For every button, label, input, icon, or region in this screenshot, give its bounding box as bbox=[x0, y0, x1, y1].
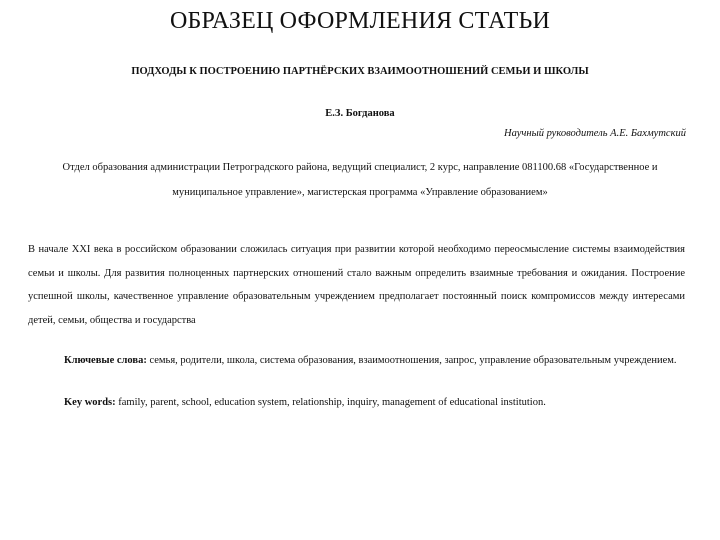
keywords-ru-label: Ключевые слова: bbox=[64, 355, 147, 366]
abstract-text: В начале XXI века в российском образовании сложилась ситуация при развитии которой необходимо переосмысление системы взаимодействия семьи и школы. Для развития полноценных партнерских отношений стало важным определить взаимные требования и ожидания. Построение успешной школы, качественное управление образовательным учреждением предполагает постоянный поиск компромиссов между интересами детей, семьи, общества и государства bbox=[28, 244, 685, 326]
keywords-ru-text: семья, родители, школа, система образования, взаимоотношения, запрос, управление образовательным учреждением. bbox=[149, 355, 677, 366]
article-title: ПОДХОДЫ К ПОСТРОЕНИЮ ПАРТНЁРСКИХ ВЗАИМООТНОШЕНИЙ СЕМЬИ И ШКОЛЫ bbox=[131, 66, 589, 77]
affiliation-text: Отдел образования администрации Петроградского района, ведущий специалист, 2 курс, направление 081100.68 «Государственное и муниципальное управление», магистерская программа «Управление образованием» bbox=[62, 162, 658, 198]
keywords-en-label: Key words: bbox=[64, 397, 116, 408]
page-title: ОБРАЗЕЦ ОФОРМЛЕНИЯ СТАТЬИ bbox=[169, 8, 551, 34]
supervisor-line: Научный руководитель А.Е. Бахмутский bbox=[504, 128, 686, 139]
keywords-en-text: family, parent, school, education system, relationship, inquiry, management of educational institution. bbox=[118, 397, 546, 408]
keywords-ru bbox=[28, 349, 685, 372]
author-name: Е.З. Богданова bbox=[325, 108, 395, 119]
keywords-en bbox=[28, 393, 685, 413]
